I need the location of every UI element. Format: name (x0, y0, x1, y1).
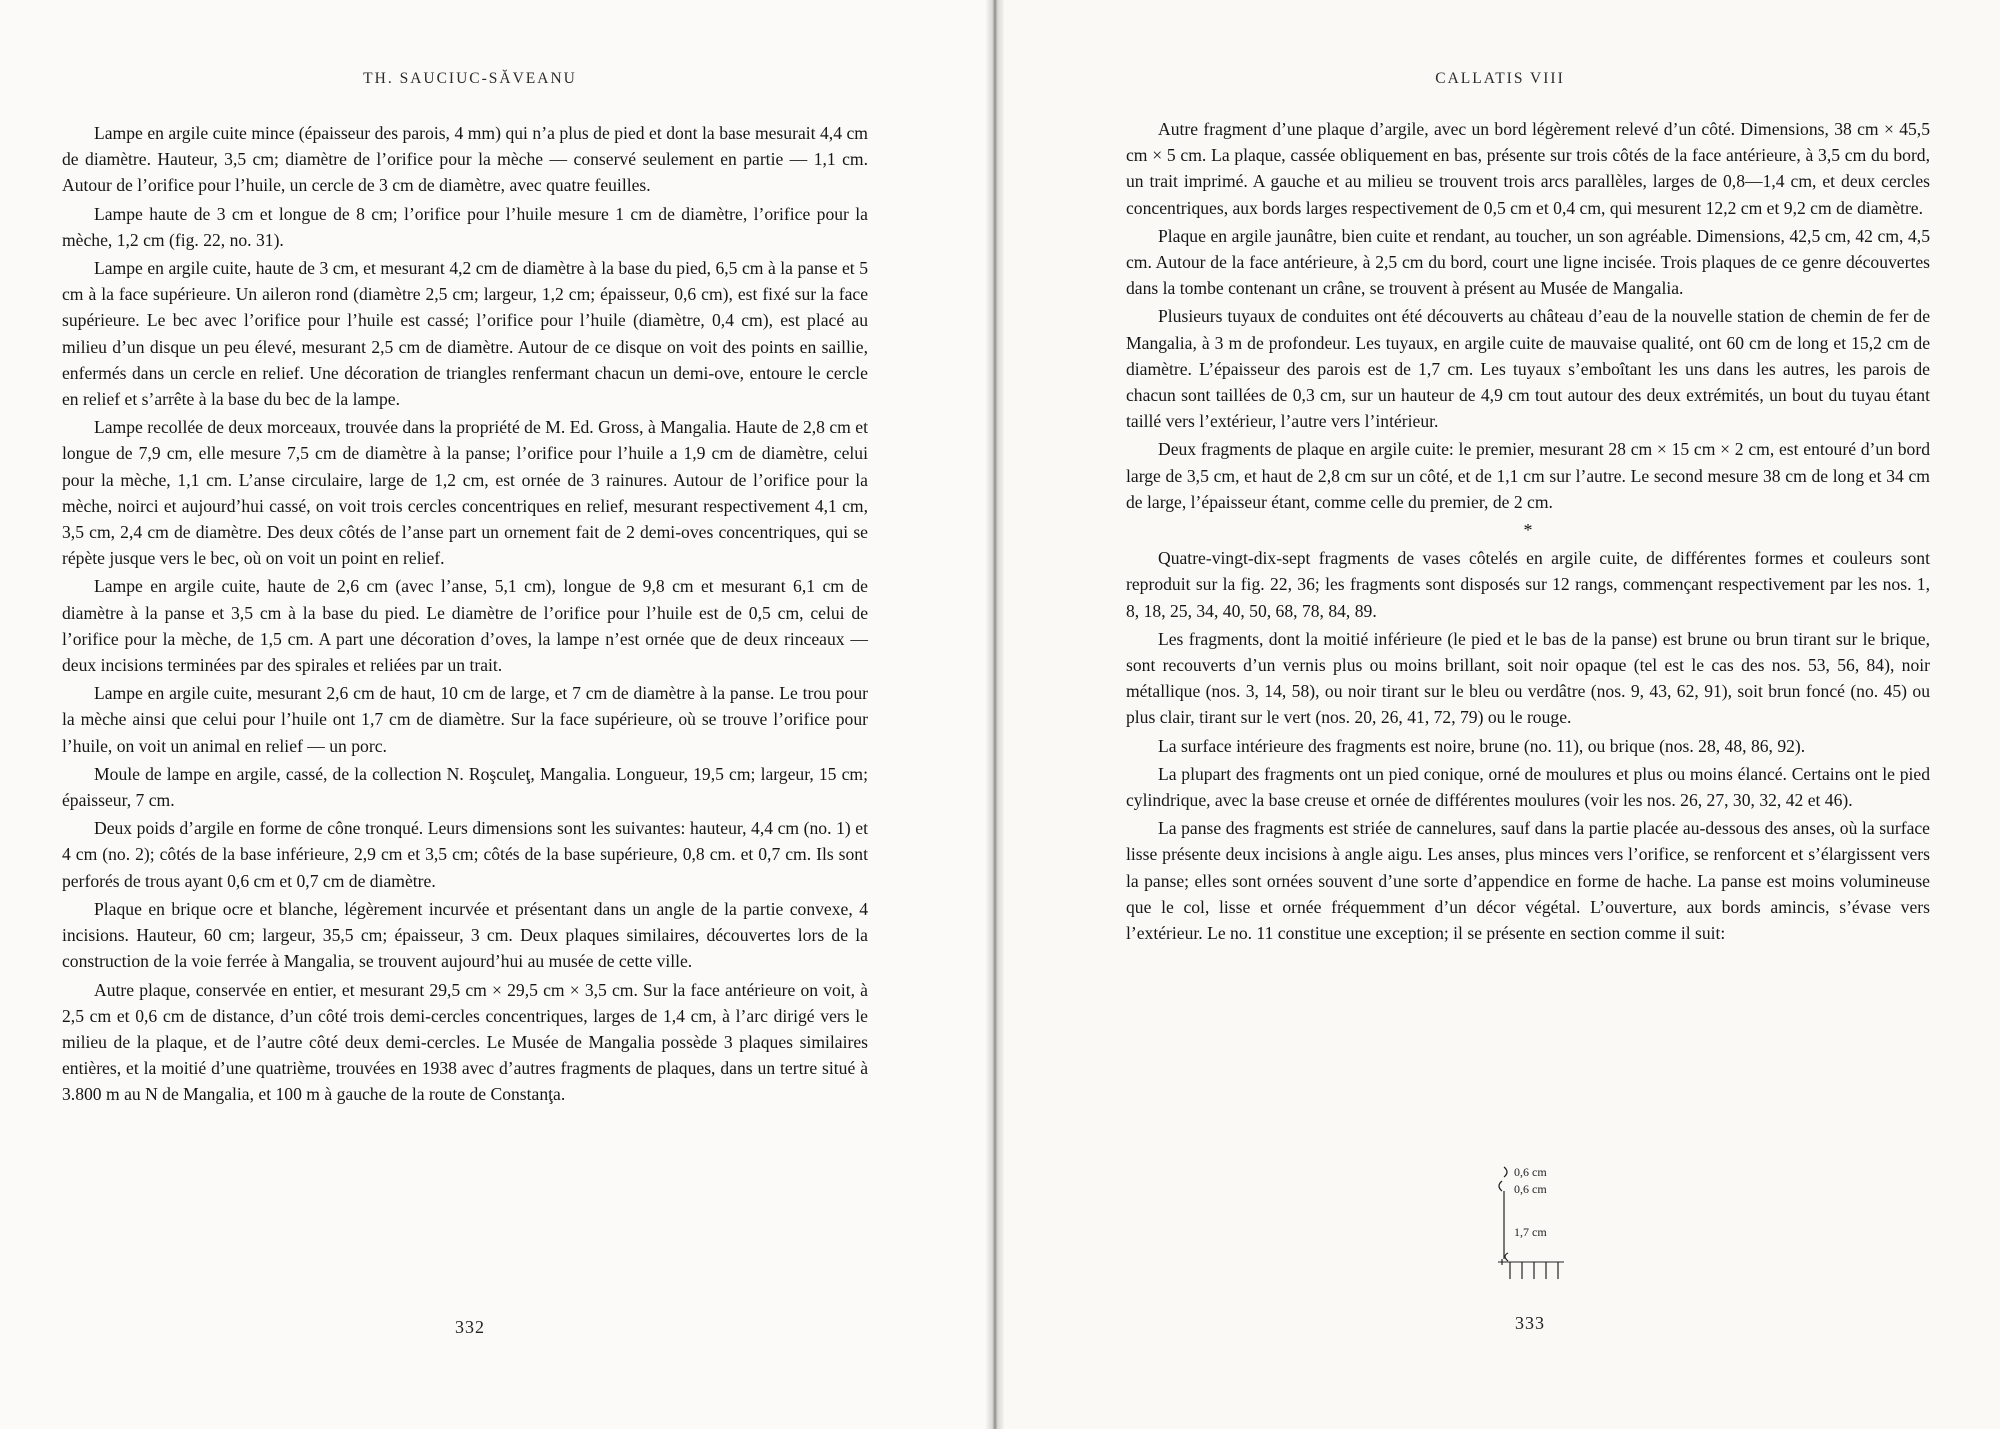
running-head: TH. SAUCIUC-SĂVEANU (363, 70, 577, 87)
paragraph: Plaque en brique ocre et blanche, légèrement incurvée et présentant dans un angle de la partie convexe, 4 incisions. Hauteur, 60 cm; largeur, 35,5 cm; épaisseur, 3 cm. Deux plaques similaires, découvertes lors de la construction de la voie ferrée à Mangalia, se trouvent aujourd’hui au musée de cette ville. (62, 898, 868, 972)
profile-drawing (1484, 1163, 1634, 1283)
paragraph: Lampe en argile cuite mince (épaisseur des parois, 4 mm) qui n’a plus de pied et dont la base mesurait 4,4 cm de diamètre. Hauteur, 3,5 cm; diamètre de l’orifice pour la mèche — conservé seulement en partie — 1,1 cm. Autour de l’orifice pour l’huile, un cercle de 3 cm de diamètre, avec quatre feuilles. (62, 123, 868, 196)
paragraph: Lampe en argile cuite, mesurant 2,6 cm de haut, 10 cm de large, et 7 cm de diamètre à la panse. Le trou pour la mèche ainsi que celui pour l’huile ont 1,7 cm de diamètre. Sur la face supérieure, où se trouve l’orifice pour l’huile, on voit un animal en relief — un porc. (62, 683, 868, 756)
paragraph: Plusieurs tuyaux de conduites ont été découverts au château d’eau de la nouvelle station de chemin de fer de Mangalia, à 3 m de profondeur. Les tuyaux, en argile cuite de mauvaise qualité, ont 60 cm de long et 15,2 cm de diamètre. L’épaisseur des parois est de 1,7 cm. Les tuyaux s’emboîtant les uns dans les autres, les parois de chacun sont taillées de 0,3 cm, sur un hauteur de 4,9 cm tout autour des deux extrémités, un bout du tuyau étant taillé vers l’extérieur, l’autre vers l’intérieur. (1126, 306, 1930, 432)
paragraph: Lampe recollée de deux morceaux, trouvée dans la propriété de M. Ed. Gross, à Mangalia. Haute de 2,8 cm et longue de 7,9 cm, elle mesure 7,5 cm de diamètre à la panse; l’orifice pour l’huile a 1,9 cm de diamètre, celui pour la mèche, 1,1 cm. L’anse circulaire, large de 1,2 cm, est ornée de 3 rainures. Autour de l’orifice pour la mèche, noirci et aujourd’hui cassé, on voit trois cercles concentriques en relief, mesurant respectivement 4,1 cm, 3,5 cm, 2,4 cm de diamètre. Des deux côtés de l’anse part un ornement fait de 2 demi-oves concentriques, qui se répète jusque vers le bec, où on voit un point en relief. (62, 417, 868, 569)
dimension-label: 1,7 cm (1514, 1225, 1547, 1239)
section-profile-diagram (1484, 1163, 1634, 1283)
paragraph: Deux fragments de plaque en argile cuite: le premier, mesurant 28 cm × 15 cm × 2 cm, est entouré d’un bord large de 3,5 cm, et haut de 2,8 cm sur un côté, et de 1,1 cm sur l’autre. Le second mesure 38 cm de long et 34 cm de large, l’épaisseur étant, comme celle du premier, de 2 cm. (1126, 439, 1930, 512)
paragraph: Plaque en argile jaunâtre, bien cuite et rendant, au toucher, un son agréable. Dimensions, 42,5 cm, 42 cm, 4,5 cm. Autour de la face antérieure, à 2,5 cm du bord, court une ligne incisée. Trois plaques de ce genre découvertes dans la tombe contenant un crâne, se trouvent à présent au Musée de Mangalia. (1126, 225, 1930, 299)
right-page (1000, 0, 2000, 1429)
dimension-label: 0,6 cm (1514, 1182, 1547, 1196)
paragraph: La panse des fragments est striée de cannelures, sauf dans la partie placée au-dessous des anses, où la surface lisse présente deux incisions à angle aigu. Les anses, plus minces vers l’orifice, se renforcent et s’élargissent vers la panse; elles sont ornées souvent d’une sorte d’appendice en forme de hache. La panse est moins volumineuse que le col, lisse et ornée fréquemment d’un décor végétal. L’ouverture, aux bords amincis, s’évase vers l’extérieur. Le no. 11 constitue une exception; il se présente en section comme il suit: (1126, 818, 1930, 944)
paragraph: La plupart des fragments ont un pied conique, orné de moulures et plus ou moins élancé. Certains ont le pied cylindrique, avec la base creuse et ornée de différentes moulures (voir les nos. 26, 27, 30, 32, 42 et 46). (1126, 763, 1930, 811)
left-page (0, 0, 990, 1429)
paragraph: Les fragments, dont la moitié inférieure (le pied et le bas de la panse) est brune ou brun tirant sur le brique, sont recouverts d’un vernis plus ou moins brillant, soit noir opaque (tel est le cas des nos. 53, 56, 84), noir métallique (nos. 3, 14, 58), ou noir tirant sur le bleu ou verdâtre (nos. 9, 43, 62, 91), soit brun foncé (no. 45) ou plus clair, tirant sur le vert (nos. 20, 26, 41, 72, 79) ou le rouge. (1126, 628, 1930, 728)
running-head: CALLATIS VIII (1435, 70, 1565, 87)
page-number: 332 (455, 1317, 485, 1337)
paragraph: Moule de lampe en argile, cassé, de la collection N. Roşculeţ, Mangalia. Longueur, 19,5 cm; largeur, 15 cm; épaisseur, 7 cm. (62, 763, 868, 811)
page-body (62, 120, 868, 1110)
paragraph: Quatre-vingt-dix-sept fragments de vases côtelés en argile cuite, de différentes formes et couleurs sont reproduit sur la fig. 22, 36; les fragments sont disposés sur 12 rangs, commençant respectivement par les nos. 1, 8, 18, 25, 34, 40, 50, 68, 78, 84, 89. (1126, 548, 1930, 621)
paragraph: La surface intérieure des fragments est noire, brune (no. 11), ou brique (nos. 28, 48, 86, 92). (1158, 735, 1806, 756)
paragraph: Lampe en argile cuite, haute de 3 cm, et mesurant 4,2 cm de diamètre à la base du pied, 6,5 cm à la panse et 5 cm à la face supérieure. Un aileron rond (diamètre 2,5 cm; largeur, 1,2 cm; épaisseur, 0,6 cm), est fixé sur la face supérieure. Le bec avec l’orifice pour l’huile est cassé; l’orifice pour l’huile (diamètre, 0,4 cm), est placé au milieu d’un disque un peu élevé, mesurant 2,5 cm de diamètre. Autour de ce disque on voit des points en saillie, enfermés dans un cercle en relief. Une décoration de triangles renfermant chacun un demi-ove, entoure le cercle en relief et s’arrête à la base du bec de la lampe. (62, 258, 868, 410)
page-body (1126, 116, 1930, 948)
book-gutter (986, 0, 1004, 1429)
paragraph: Autre fragment d’une plaque d’argile, avec un bord légèrement relevé d’un côté. Dimensions, 38 cm × 45,5 cm × 5 cm. La plaque, cassée obliquement en bas, présente sur trois côtés de la face antérieure, à 3,5 cm du bord, un trait imprimé. A gauche et au milieu se trouvent trois arcs parallèles, larges de 0,8—1,4 cm, et deux cercles concentriques, aux bords larges respectivement de 0,5 cm et 0,4 cm, qui mesurent 12,2 cm et 9,2 cm de diamètre. (1126, 119, 1930, 218)
section-separator: * (1523, 520, 1533, 541)
page-number: 333 (1515, 1313, 1545, 1333)
dimension-label: 0,6 cm (1514, 1165, 1547, 1179)
paragraph: Lampe haute de 3 cm et longue de 8 cm; l’orifice pour l’huile mesure 1 cm de diamètre, l’orifice pour la mèche, 1,2 cm (fig. 22, no. 31). (62, 203, 868, 250)
paragraph: Lampe en argile cuite, haute de 2,6 cm (avec l’anse, 5,1 cm), longue de 9,8 cm et mesurant 6,1 cm de diamètre à la panse et 3,5 cm à la base du pied. Le diamètre de l’orifice pour l’huile est de 0,5 cm, celui de l’orifice pour la mèche, de 1,5 cm. A part une décoration d’oves, la lampe n’est ornée que de deux rinceaux — deux incisions terminées par des spirales et reliées par un trait. (62, 576, 868, 676)
paragraph: Deux poids d’argile en forme de cône tronqué. Leurs dimensions sont les suivantes: hauteur, 4,4 cm (no. 1) et 4 cm (no. 2); côtés de la base inférieure, 2,9 cm et 3,5 cm; côtés de la base supérieure, 0,8 cm. et 0,7 cm. Ils sont perforés de trous ayant 0,6 cm et 0,7 cm de diamètre. (62, 818, 868, 891)
paragraph: Autre plaque, conservée en entier, et mesurant 29,5 cm × 29,5 cm × 3,5 cm. Sur la face antérieure on voit, à 2,5 cm et 0,6 cm de distance, d’un côté trois demi-cercles concentriques, larges de 1,4 cm, à l’arc dirigé vers le milieu de la plaque, et de l’autre côté deux demi-cercles. Le Musée de Mangalia possède 3 plaques similaires entières, et la moitié d’une quatrième, trouvées en 1938 avec d’autres fragments de plaques, dans un tertre situé à 3.800 m au N de Mangalia, et 100 m à gauche de la route de Constanţa. (62, 979, 868, 1105)
